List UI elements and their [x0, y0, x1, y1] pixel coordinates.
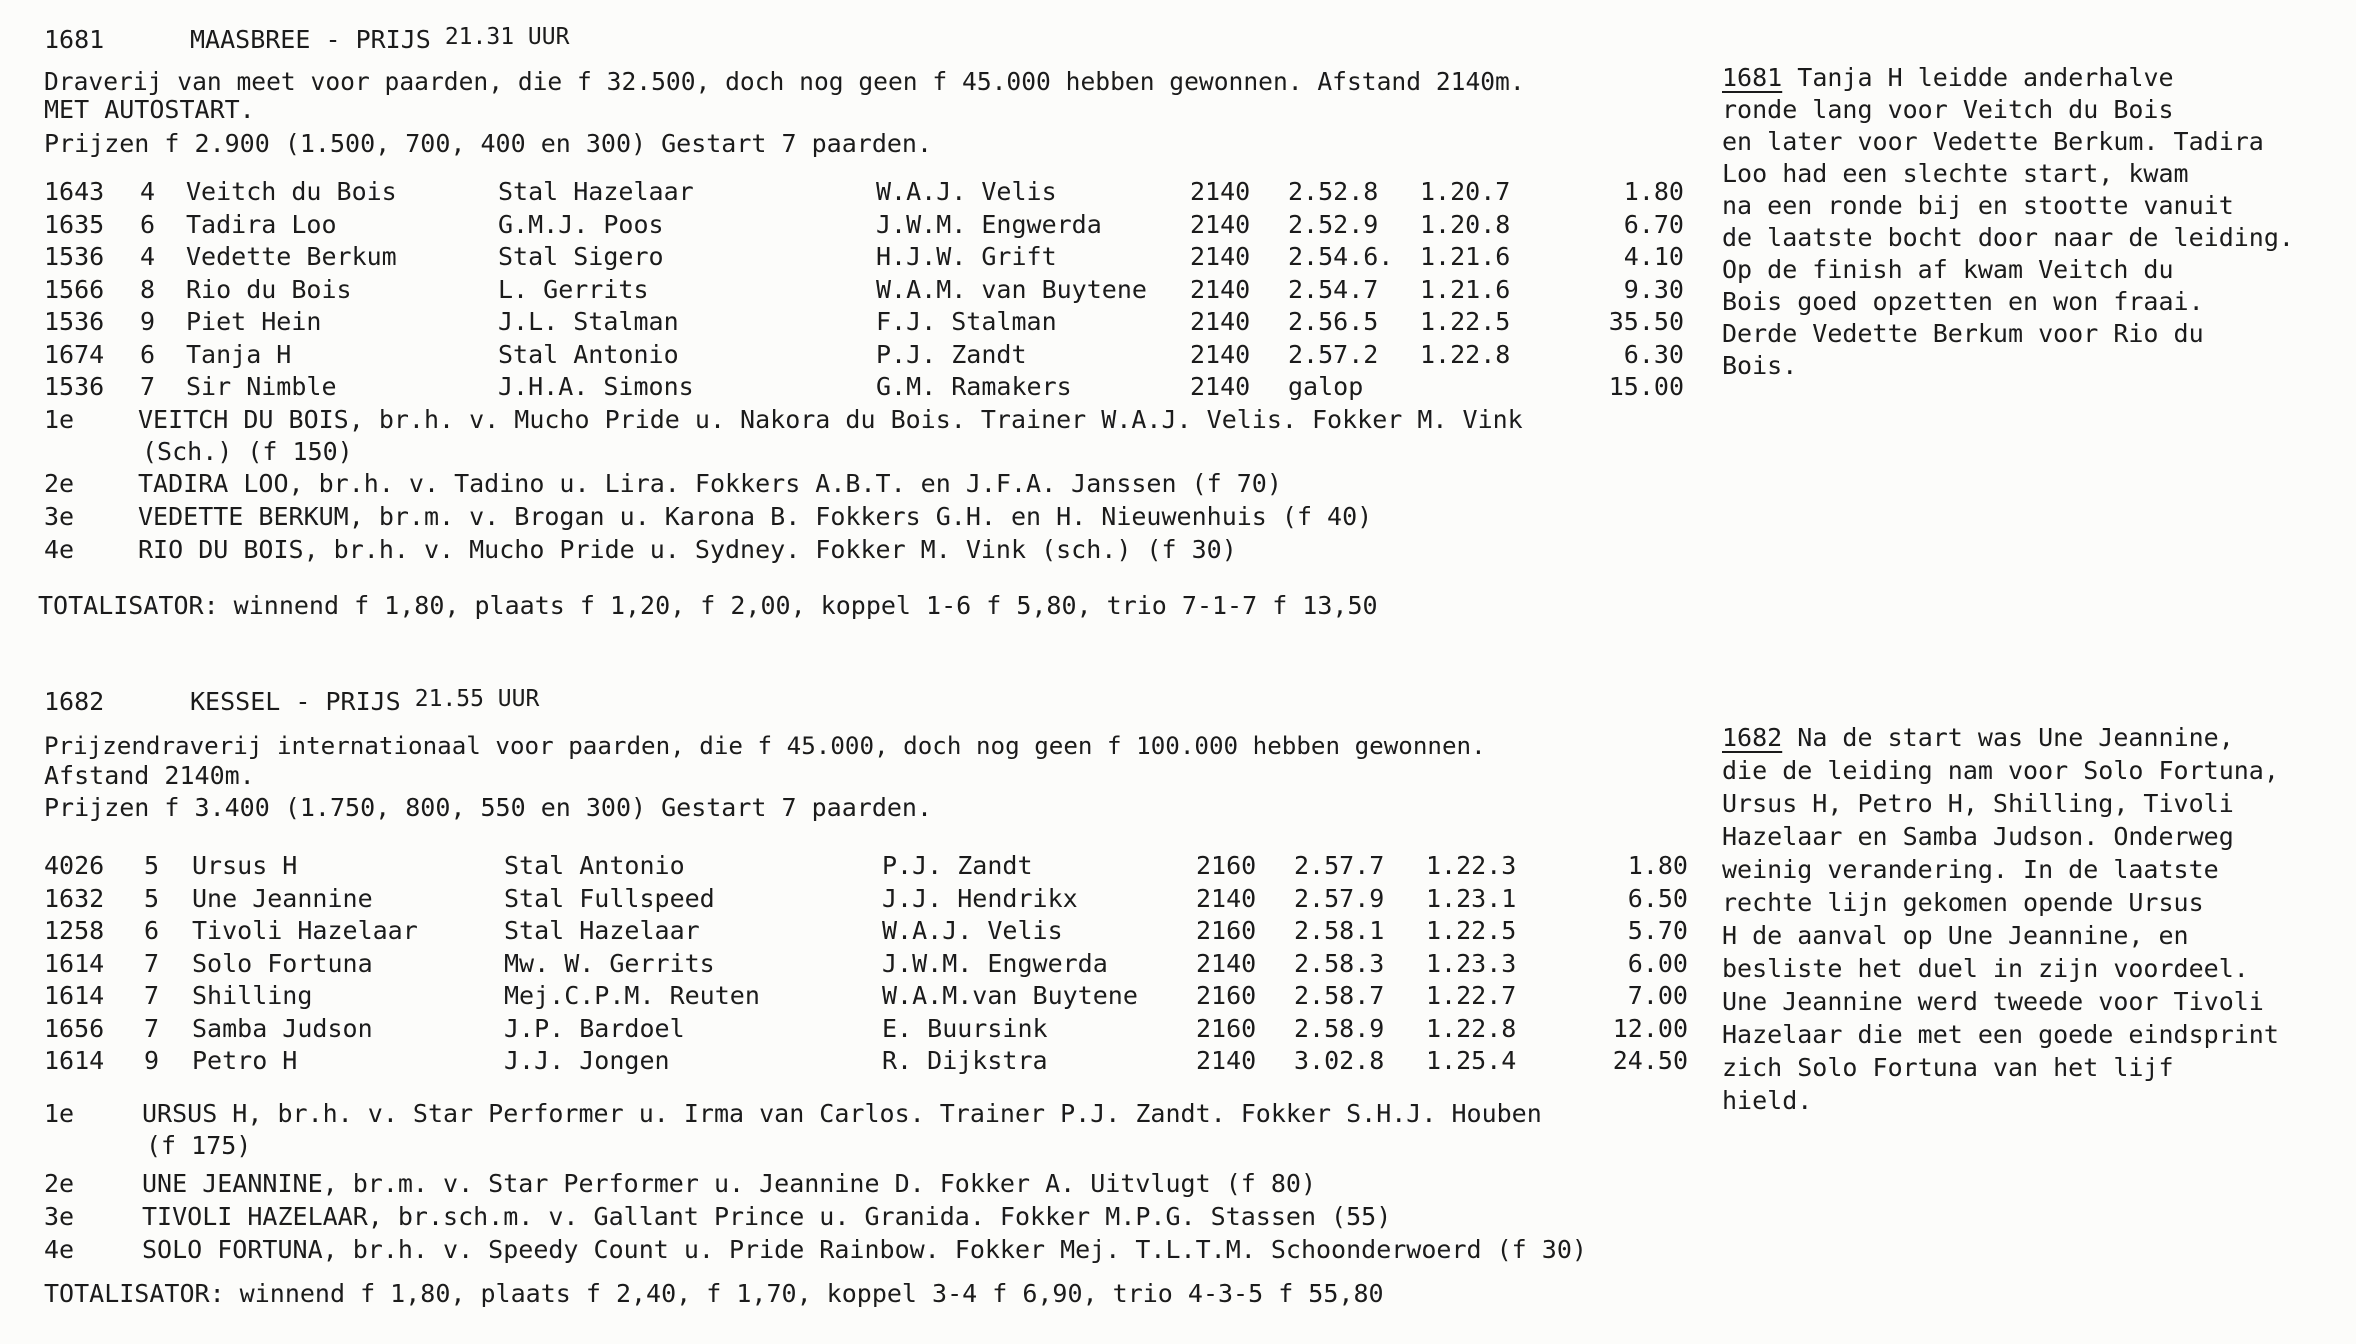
placing-description-continued: (f 175)	[146, 1131, 252, 1160]
horse-name: Samba Judson	[192, 1013, 373, 1043]
report-ref: 1681	[1722, 63, 1783, 92]
driver: W.A.M.van Buytene	[882, 981, 1138, 1010]
race-time-value: 3.02.8	[1294, 1046, 1385, 1075]
race-time: 21.31 UUR	[444, 24, 570, 50]
odds: 9.30	[1623, 274, 1684, 304]
report-line: Loo had een slechte start, kwam	[1722, 159, 2189, 188]
conditions-line: Prijzendraverij internationaal voor paarden, die f 45.000, doch nog geen f 100.000 hebben gewonnen.	[44, 732, 1486, 760]
placing-description: UNE JEANNINE, br.m. v. Star Performer u. Jeannine D. Fokker A. Uitvlugt (f 80)	[142, 1169, 1316, 1198]
owner: Stal Antonio	[504, 851, 685, 880]
km-time: 1.22.7	[1426, 981, 1517, 1010]
driver: P.J. Zandt	[876, 339, 1027, 369]
odds: 24.50	[1612, 1046, 1688, 1075]
table-row	[44, 339, 1684, 372]
report-line: weinig verandering. In de laatste	[1722, 855, 2219, 884]
km-time: 1.21.6	[1420, 242, 1511, 271]
owner: L. Gerrits	[498, 274, 649, 304]
odds: 6.30	[1623, 339, 1684, 369]
age: 6	[144, 916, 160, 945]
age: 6	[140, 209, 156, 239]
age: 8	[140, 274, 156, 304]
horse-name: Rio du Bois	[186, 274, 352, 304]
distance: 2140	[1190, 274, 1251, 304]
report-line: zich Solo Fortuna van het lijf	[1722, 1053, 2174, 1082]
race-time-value: 2.57.9	[1294, 883, 1385, 913]
report-line: Une Jeannine werd tweede voor Tivoli	[1722, 987, 2264, 1016]
distance: 2140	[1190, 177, 1251, 206]
km-time: 1.21.6	[1420, 274, 1511, 304]
report-line: hield.	[1722, 1086, 1813, 1115]
odds: 5.70	[1627, 916, 1688, 945]
horse-name: Tivoli Hazelaar	[192, 916, 418, 945]
totalisator: TOTALISATOR: winnend f 1,80, plaats f 2,40, f 1,70, koppel 3-4 f 6,90, trio 4-3-5 f 55,80	[44, 1279, 1384, 1308]
report-line: ronde lang voor Veitch du Bois	[1722, 95, 2174, 124]
race-time-value: 2.58.7	[1294, 981, 1385, 1010]
race-time-value: 2.54.7	[1288, 274, 1379, 304]
race-time-value: galop	[1288, 372, 1364, 401]
report-line: Bois.	[1722, 351, 1798, 380]
distance: 2160	[1196, 981, 1257, 1010]
driver: J.W.M. Engwerda	[882, 948, 1108, 978]
km-time: 1.23.3	[1426, 948, 1517, 978]
placing-position: 3e	[44, 502, 75, 531]
km-time: 1.22.5	[1420, 307, 1511, 336]
distance: 2140	[1190, 339, 1251, 369]
odds: 4.10	[1623, 242, 1684, 271]
driver: P.J. Zandt	[882, 851, 1033, 880]
horse-name: Tanja H	[186, 339, 292, 369]
owner: J.P. Bardoel	[504, 1013, 685, 1043]
driver: E. Buursink	[882, 1013, 1048, 1043]
distance: 2160	[1196, 916, 1257, 945]
km-time: 1.22.5	[1426, 916, 1517, 945]
odds: 15.00	[1608, 372, 1684, 401]
race-time-value: 2.58.1	[1294, 916, 1385, 945]
owner: G.M.J. Poos	[498, 209, 664, 239]
ref-number: 4026	[44, 851, 105, 880]
km-time: 1.22.8	[1420, 339, 1511, 369]
table-row	[44, 850, 1688, 883]
placings	[44, 404, 1744, 567]
ref-number: 1635	[44, 209, 105, 239]
age: 7	[144, 1013, 160, 1043]
horse-name: Tadira Loo	[186, 209, 337, 239]
report-ref: 1682	[1722, 723, 1783, 752]
driver: W.A.J. Velis	[882, 916, 1063, 945]
race-report	[1722, 722, 2352, 1117]
owner: Stal Hazelaar	[504, 916, 700, 945]
distance: 2140	[1190, 242, 1251, 271]
owner: J.H.A. Simons	[498, 372, 694, 401]
report-line: besliste het duel in zijn voordeel.	[1722, 954, 2249, 983]
driver: R. Dijkstra	[882, 1046, 1048, 1075]
horse-name: Sir Nimble	[186, 372, 337, 401]
report-line: Ursus H, Petro H, Shilling, Tivoli	[1722, 789, 2234, 818]
ref-number: 1536	[44, 372, 105, 401]
placing-description: TIVOLI HAZELAAR, br.sch.m. v. Gallant Prince u. Granida. Fokker M.P.G. Stassen (55)	[142, 1202, 1392, 1231]
race-number: 1681	[44, 25, 105, 54]
race-header	[44, 24, 569, 57]
distance: 2140	[1196, 1046, 1257, 1075]
placings	[44, 1098, 1744, 1267]
totalisator: TOTALISATOR: winnend f 1,80, plaats f 1,20, f 2,00, koppel 1-6 f 5,80, trio 7-1-7 f 13,50	[38, 591, 1378, 620]
table-row	[44, 209, 1684, 242]
age: 6	[140, 339, 156, 369]
placing-row	[44, 501, 1744, 534]
placing-position: 1e	[44, 1099, 75, 1128]
placing-description: RIO DU BOIS, br.h. v. Mucho Pride u. Sydney. Fokker M. Vink (sch.) (f 30)	[138, 535, 1237, 564]
report-line: Derde Vedette Berkum voor Rio du	[1722, 319, 2204, 348]
age: 7	[140, 372, 156, 401]
results-table	[44, 850, 1688, 1078]
distance: 2140	[1190, 209, 1251, 239]
placing-description-continued: (Sch.) (f 150)	[142, 437, 353, 466]
table-row	[44, 948, 1688, 981]
race-time-value: 2.57.2	[1288, 339, 1379, 369]
report-line: Hazelaar die met een goede eindsprint	[1722, 1020, 2279, 1049]
ref-number: 1656	[44, 1013, 105, 1043]
horse-name: Ursus H	[192, 851, 298, 880]
placing-description: TADIRA LOO, br.h. v. Tadino u. Lira. Fokkers A.B.T. en J.F.A. Janssen (f 70)	[138, 469, 1282, 498]
ref-number: 1674	[44, 339, 105, 369]
horse-name: Vedette Berkum	[186, 242, 397, 271]
distance: 2160	[1196, 1013, 1257, 1043]
owner: Stal Fullspeed	[504, 883, 715, 913]
results-table	[44, 176, 1684, 404]
km-time: 1.25.4	[1426, 1046, 1517, 1075]
report-line: Tanja H leidde anderhalve	[1797, 63, 2174, 92]
race-conditions	[44, 66, 1704, 160]
age: 5	[144, 851, 160, 880]
placing-position: 2e	[44, 469, 75, 498]
odds: 6.50	[1627, 883, 1688, 913]
placing-description: URSUS H, br.h. v. Star Performer u. Irma van Carlos. Trainer P.J. Zandt. Fokker S.H.J. Houben	[142, 1099, 1542, 1128]
race-report	[1722, 62, 2352, 382]
age: 7	[144, 948, 160, 978]
odds: 7.00	[1627, 981, 1688, 1010]
ref-number: 1614	[44, 948, 105, 978]
horse-name: Shilling	[192, 981, 313, 1010]
race-time-value: 2.52.8	[1288, 177, 1379, 206]
ref-number: 1258	[44, 916, 105, 945]
km-time: 1.20.7	[1420, 177, 1511, 206]
table-row	[44, 915, 1688, 948]
ref-number: 1614	[44, 981, 105, 1010]
report-line: na een ronde bij en stootte vanuit	[1722, 191, 2234, 220]
report-line: en later voor Vedette Berkum. Tadira	[1722, 127, 2264, 156]
race-title: MAASBREE - PRIJS	[190, 25, 431, 54]
odds: 6.00	[1627, 948, 1688, 978]
ref-number: 1566	[44, 274, 105, 304]
age: 4	[140, 242, 156, 271]
conditions-line: MET AUTOSTART.	[44, 95, 255, 124]
owner: Stal Hazelaar	[498, 177, 694, 206]
driver: H.J.W. Grift	[876, 242, 1057, 271]
report-line: Na de start was Une Jeannine,	[1797, 723, 2234, 752]
race-time-value: 2.58.9	[1294, 1013, 1385, 1043]
report-line: Op de finish af kwam Veitch du	[1722, 255, 2174, 284]
distance: 2160	[1196, 851, 1257, 880]
table-row	[44, 241, 1684, 274]
km-time: 1.22.8	[1426, 1013, 1517, 1043]
conditions-line: Prijzen f 3.400 (1.750, 800, 550 en 300) Gestart 7 paarden.	[44, 793, 933, 822]
driver: W.A.M. van Buytene	[876, 274, 1147, 304]
race-time-value: 2.57.7	[1294, 851, 1385, 880]
report-line: die de leiding nam voor Solo Fortuna,	[1722, 756, 2279, 785]
placing-row	[44, 404, 1744, 468]
table-row	[44, 1045, 1688, 1078]
driver: J.J. Hendrikx	[882, 883, 1078, 913]
driver: W.A.J. Velis	[876, 177, 1057, 206]
km-time: 1.22.3	[1426, 851, 1517, 880]
placing-description: SOLO FORTUNA, br.h. v. Speedy Count u. Pride Rainbow. Fokker Mej. T.L.T.M. Schoonderwoerd (f 30)	[142, 1235, 1587, 1264]
conditions-line: Draverij van meet voor paarden, die f 32.500, doch nog geen f 45.000 hebben gewonnen. Afstand 2140m.	[44, 67, 1525, 96]
distance: 2140	[1190, 372, 1251, 401]
odds: 1.80	[1627, 851, 1688, 880]
race-time-value: 2.58.3	[1294, 948, 1385, 978]
owner: Stal Sigero	[498, 242, 664, 271]
placing-position: 4e	[44, 535, 75, 564]
placing-position: 2e	[44, 1169, 75, 1198]
horse-name: Veitch du Bois	[186, 177, 397, 206]
horse-name: Solo Fortuna	[192, 948, 373, 978]
distance: 2140	[1196, 883, 1257, 913]
ref-number: 1614	[44, 1046, 105, 1075]
odds: 1.80	[1623, 177, 1684, 206]
table-row	[44, 980, 1688, 1013]
race-time-value: 2.56.5	[1288, 307, 1379, 336]
ref-number: 1643	[44, 177, 105, 206]
distance: 2140	[1190, 307, 1251, 336]
distance: 2140	[1196, 948, 1257, 978]
race-time-value: 2.52.9	[1288, 209, 1379, 239]
placing-position: 3e	[44, 1202, 75, 1231]
conditions-line: Afstand 2140m.	[44, 761, 255, 790]
race-conditions	[44, 730, 1704, 824]
driver: G.M. Ramakers	[876, 372, 1072, 401]
race-number: 1682	[44, 687, 105, 716]
placing-row	[44, 468, 1744, 501]
table-row	[44, 1013, 1688, 1046]
table-row	[44, 371, 1684, 404]
age: 9	[144, 1046, 160, 1075]
horse-name: Petro H	[192, 1046, 298, 1075]
owner: Stal Antonio	[498, 339, 679, 369]
race-time: 21.55 UUR	[414, 686, 540, 712]
ref-number: 1536	[44, 307, 105, 336]
horse-name: Piet Hein	[186, 307, 322, 336]
placing-row	[44, 1234, 1744, 1267]
owner: Mw. W. Gerrits	[504, 948, 715, 978]
horse-name: Une Jeannine	[192, 883, 373, 913]
age: 9	[140, 307, 156, 336]
odds: 12.00	[1612, 1013, 1688, 1043]
report-line: Hazelaar en Samba Judson. Onderweg	[1722, 822, 2234, 851]
driver: F.J. Stalman	[876, 307, 1057, 336]
report-line: de laatste bocht door naar de leiding.	[1722, 223, 2294, 252]
placing-position: 4e	[44, 1235, 75, 1264]
table-row	[44, 883, 1688, 916]
placing-position: 1e	[44, 405, 75, 434]
table-row	[44, 306, 1684, 339]
age: 4	[140, 177, 156, 206]
owner: J.L. Stalman	[498, 307, 679, 336]
race-header	[44, 686, 539, 719]
odds: 6.70	[1623, 209, 1684, 239]
owner: J.J. Jongen	[504, 1046, 670, 1075]
race-time-value: 2.54.6.	[1288, 242, 1394, 271]
placing-description: VEITCH DU BOIS, br.h. v. Mucho Pride u. Nakora du Bois. Trainer W.A.J. Velis. Fokker M. Vink	[138, 405, 1523, 434]
ref-number: 1536	[44, 242, 105, 271]
placing-row	[44, 1201, 1744, 1234]
placing-row	[44, 534, 1744, 567]
age: 7	[144, 981, 160, 1010]
km-time: 1.20.8	[1420, 209, 1511, 239]
race-title: KESSEL - PRIJS	[190, 687, 401, 716]
odds: 35.50	[1608, 307, 1684, 336]
table-row	[44, 274, 1684, 307]
driver: J.W.M. Engwerda	[876, 209, 1102, 239]
conditions-line: Prijzen f 2.900 (1.500, 700, 400 en 300) Gestart 7 paarden.	[44, 129, 933, 158]
placing-row	[44, 1168, 1744, 1201]
age: 5	[144, 883, 160, 913]
placing-row	[44, 1098, 1744, 1168]
report-line: Bois goed opzetten en won fraai.	[1722, 287, 2204, 316]
km-time: 1.23.1	[1426, 883, 1517, 913]
table-row	[44, 176, 1684, 209]
ref-number: 1632	[44, 883, 105, 913]
report-line: rechte lijn gekomen opende Ursus	[1722, 888, 2204, 917]
owner: Mej.C.P.M. Reuten	[504, 981, 760, 1010]
report-line: H de aanval op Une Jeannine, en	[1722, 921, 2189, 950]
placing-description: VEDETTE BERKUM, br.m. v. Brogan u. Karona B. Fokkers G.H. en H. Nieuwenhuis (f 40)	[138, 502, 1373, 531]
